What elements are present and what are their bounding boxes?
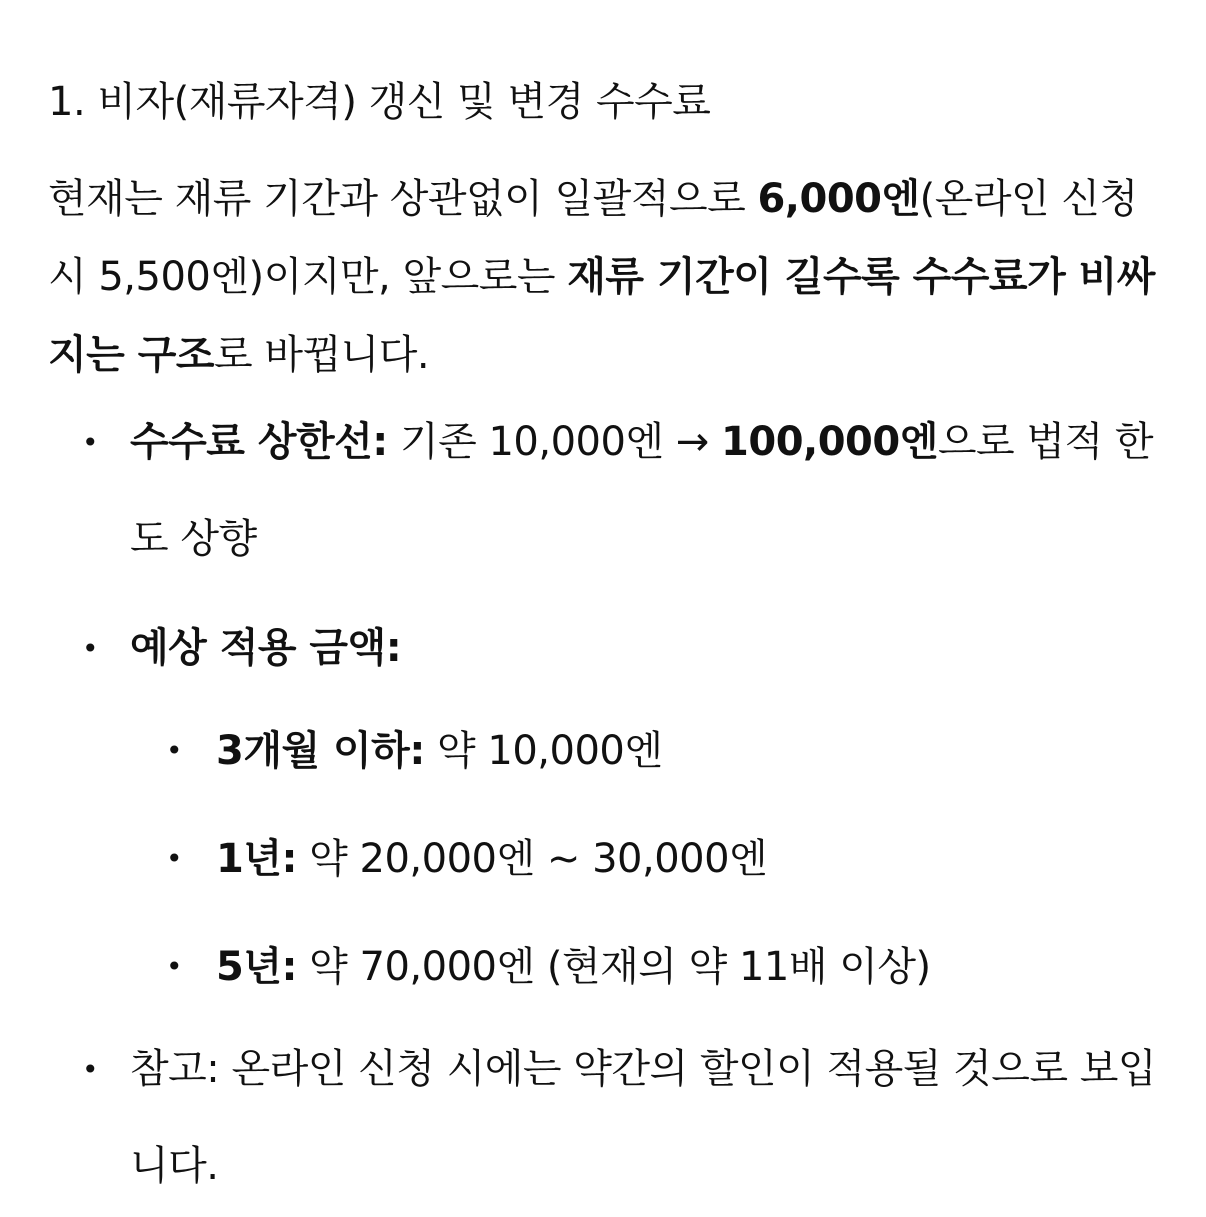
- intro-text-3: 로 바뀝니다.: [214, 332, 430, 378]
- bullet-icon: •: [82, 1053, 99, 1086]
- expected-amount-label: 예상 적용 금액:: [130, 625, 402, 671]
- intro-bold-structure: 재류 기간이 길수록 수수료가 비싸지는 구조: [48, 254, 1155, 378]
- bullet-icon: •: [82, 632, 99, 665]
- sub-item-1-year: [48, 805, 1158, 913]
- bullet-icon: •: [166, 950, 183, 983]
- bullet-icon: •: [166, 734, 183, 767]
- sub-item-3-months: [48, 697, 1158, 805]
- bullet-icon: •: [82, 426, 99, 459]
- bullet-icon: •: [166, 842, 183, 875]
- bullet-list: [48, 394, 1158, 1215]
- list-item-note: [48, 1021, 1158, 1215]
- sub-list: [130, 697, 1158, 1021]
- note-text: 온라인 신청 시에는 약간의 할인이 적용될 것으로 보입니다.: [130, 1046, 1157, 1189]
- intro-text-1: 현재는 재류 기간과 상관없이 일괄적으로: [48, 176, 758, 222]
- sub-item-text: 약 70,000엔 (현재의 약 11배 이상): [296, 944, 931, 990]
- fee-cap-bold: 100,000엔: [721, 419, 938, 465]
- document: [48, 70, 1158, 1215]
- sub-item-label: 1년:: [216, 836, 297, 882]
- intro-bold-fee: 6,000엔: [757, 176, 920, 222]
- list-item-fee-cap: [48, 394, 1158, 588]
- list-item-expected-amount: [48, 600, 1158, 1021]
- fee-cap-text-1: 기존 10,000엔 →: [387, 419, 722, 465]
- intro-paragraph: [48, 160, 1158, 394]
- fee-cap-text-2: 으로 법적 한도 상향: [130, 419, 1153, 562]
- intro-text-2: (온라인 신청 시 5,500엔)이지만, 앞으로는: [48, 176, 1138, 300]
- section-heading: 1. 비자(재류자격) 갱신 및 변경 수수료: [48, 79, 711, 125]
- note-label: 참고:: [130, 1046, 220, 1092]
- sub-item-text: 약 10,000엔: [424, 728, 663, 774]
- sub-item-label: 5년:: [216, 944, 297, 990]
- sub-item-text: 약 20,000엔 ~ 30,000엔: [296, 836, 768, 882]
- fee-cap-label: 수수료 상한선:: [130, 419, 388, 465]
- sub-item-label: 3개월 이하:: [216, 728, 425, 774]
- sub-item-5-years: [48, 913, 1158, 1021]
